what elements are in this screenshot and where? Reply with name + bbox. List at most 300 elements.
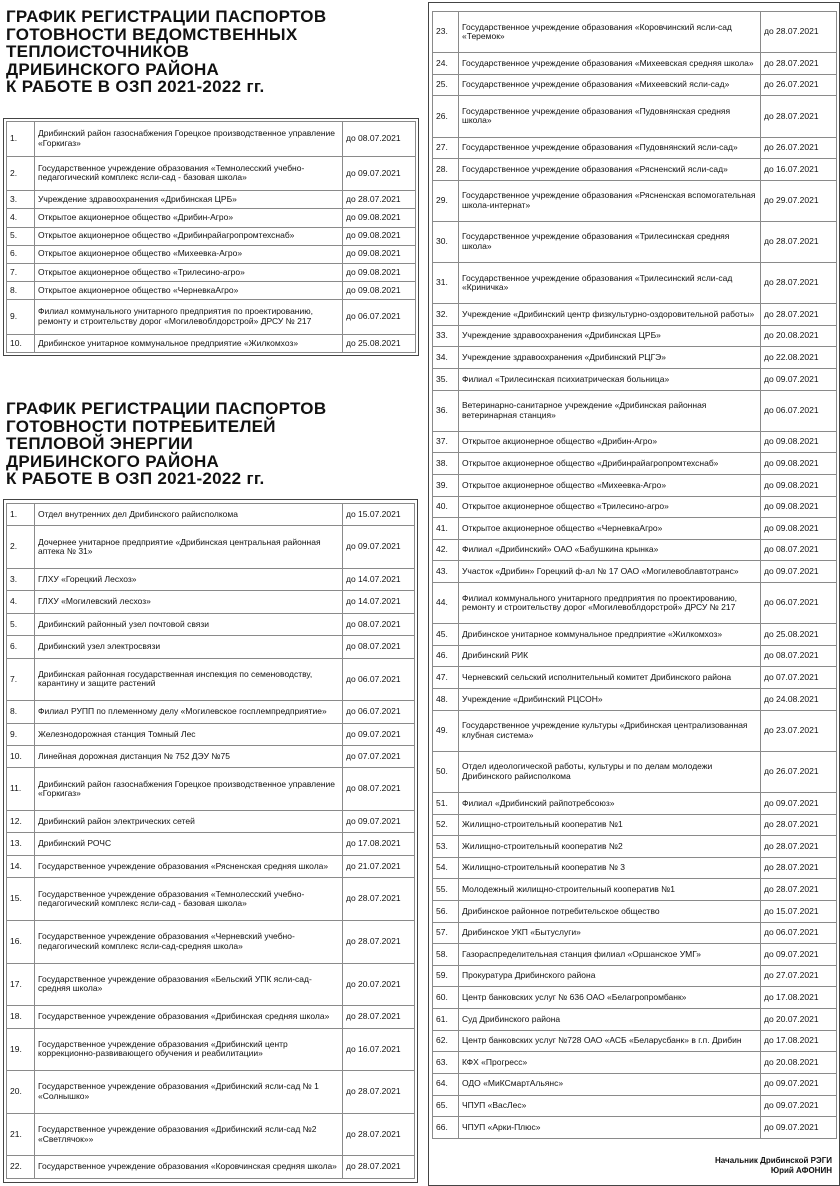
title-heat-sources	[6, 8, 326, 96]
deadline-date: до 08.07.2021	[343, 636, 415, 658]
organization-name: Открытое акционерное общество «ЧерневкаАгро»	[35, 281, 343, 299]
deadline-date: до 07.07.2021	[761, 667, 837, 689]
deadline-date: до 26.07.2021	[761, 74, 837, 96]
table-row	[7, 833, 415, 855]
table-row	[7, 878, 415, 921]
deadline-date: до 20.08.2021	[761, 325, 837, 347]
title-line: ДРИБИНСКОГО РАЙОНА	[6, 451, 220, 471]
deadline-date: до 25.08.2021	[761, 624, 837, 646]
deadline-date: до 28.07.2021	[761, 12, 837, 53]
row-number: 55.	[433, 879, 459, 901]
organization-name: Дрибинский РОЧС	[35, 833, 343, 855]
deadline-date: до 09.08.2021	[343, 263, 416, 281]
table-row	[7, 281, 416, 299]
deadline-date: до 15.07.2021	[343, 504, 415, 526]
table-row	[433, 304, 837, 326]
table-row	[7, 122, 416, 157]
deadline-date: до 24.08.2021	[761, 689, 837, 711]
organization-name: Государственное учреждение образования «Дрибинский ясли-сад № 1 «Солнышко»	[35, 1071, 343, 1114]
table-row	[7, 1006, 415, 1028]
organization-name: Молодежный жилищно-строительный кооператив №1	[459, 879, 761, 901]
row-number: 2.	[7, 156, 35, 191]
title-line: К РАБОТЕ В ОЗП 2021-2022 гг.	[6, 77, 265, 96]
row-number: 42.	[433, 539, 459, 561]
deadline-date: до 09.07.2021	[761, 944, 837, 966]
deadline-date: до 09.07.2021	[343, 723, 415, 745]
deadline-date: до 09.08.2021	[761, 518, 837, 540]
organization-name: Дрибинский узел электросвязи	[35, 636, 343, 658]
organization-name: Государственное учреждение образования «Коровчинская средняя школа»	[35, 1156, 343, 1179]
table-row	[433, 1095, 837, 1117]
table-row	[433, 944, 837, 966]
title-heat-consumers	[6, 400, 326, 488]
table-row	[433, 137, 837, 159]
organization-name: Государственное учреждение образования «Пудовнянская средняя школа»	[459, 96, 761, 137]
table-row	[7, 569, 415, 591]
organization-name: ЧПУП «Арки-Плюс»	[459, 1117, 761, 1139]
row-number: 22.	[7, 1156, 35, 1179]
row-number: 57.	[433, 922, 459, 944]
row-number: 45.	[433, 624, 459, 646]
table-heat-consumers-part2	[432, 11, 837, 1139]
organization-name: Государственное учреждение образования «Михеевский ясли-сад»	[459, 74, 761, 96]
row-number: 48.	[433, 689, 459, 711]
row-number: 52.	[433, 814, 459, 836]
deadline-date: до 27.07.2021	[761, 965, 837, 987]
signature-block	[532, 1156, 832, 1176]
organization-name: Дрибинское районное потребительское общество	[459, 901, 761, 923]
row-number: 1.	[7, 122, 35, 157]
row-number: 33.	[433, 325, 459, 347]
deadline-date: до 09.07.2021	[761, 792, 837, 814]
table-row	[433, 561, 837, 583]
organization-name: КФХ «Прогресс»	[459, 1052, 761, 1074]
row-number: 31.	[433, 263, 459, 304]
row-number: 50.	[433, 751, 459, 792]
deadline-date: до 28.07.2021	[343, 920, 415, 963]
table-row	[433, 221, 837, 262]
organization-name: Государственное учреждение образования «Трилесинская средняя школа»	[459, 221, 761, 262]
organization-name: Открытое акционерное общество «Михеевка-Агро»	[35, 245, 343, 263]
table-row	[433, 1030, 837, 1052]
table-row	[433, 12, 837, 53]
organization-name: Государственное учреждение образования «Темнолесский учебно-педагогический комплекс ясли-сад - базовая школа»	[35, 878, 343, 921]
table-row	[433, 325, 837, 347]
deadline-date: до 09.07.2021	[343, 811, 415, 833]
table-row	[433, 965, 837, 987]
deadline-date: до 17.08.2021	[343, 833, 415, 855]
table-row	[433, 53, 837, 75]
row-number: 24.	[433, 53, 459, 75]
organization-name: Открытое акционерное общество «Михеевка-Агро»	[459, 475, 761, 497]
row-number: 27.	[433, 137, 459, 159]
table-row	[433, 1073, 837, 1095]
organization-name: Жилищно-строительный кооператив №2	[459, 836, 761, 858]
deadline-date: до 17.08.2021	[761, 987, 837, 1009]
table-row	[433, 475, 837, 497]
deadline-date: до 28.07.2021	[343, 1113, 415, 1156]
row-number: 44.	[433, 583, 459, 624]
table-row	[433, 987, 837, 1009]
row-number: 43.	[433, 561, 459, 583]
organization-name: Дрибинский район электрических сетей	[35, 811, 343, 833]
row-number: 8.	[7, 281, 35, 299]
row-number: 10.	[7, 334, 35, 352]
organization-name: Государственное учреждение образования «Рясненский ясли-сад»	[459, 159, 761, 181]
row-number: 46.	[433, 645, 459, 667]
row-number: 51.	[433, 792, 459, 814]
deadline-date: до 28.07.2021	[343, 1006, 415, 1028]
table-row	[7, 636, 415, 658]
row-number: 9.	[7, 723, 35, 745]
organization-name: Суд Дрибинского района	[459, 1009, 761, 1031]
table-row	[433, 1009, 837, 1031]
organization-name: Жилищно-строительный кооператив №1	[459, 814, 761, 836]
row-number: 37.	[433, 431, 459, 453]
table-row	[7, 227, 416, 245]
deadline-date: до 20.07.2021	[761, 1009, 837, 1031]
organization-name: Государственное учреждение образования «Бельский УПК ясли-сад-средняя школа»	[35, 963, 343, 1006]
row-number: 49.	[433, 710, 459, 751]
organization-name: Государственное учреждение образования «Коровчинский ясли-сад «Теремок»	[459, 12, 761, 53]
organization-name: ГЛХУ «Горецкий Лесхоз»	[35, 569, 343, 591]
row-number: 2.	[7, 526, 35, 569]
deadline-date: до 28.07.2021	[761, 857, 837, 879]
deadline-date: до 26.07.2021	[761, 137, 837, 159]
organization-name: Государственное учреждение образования «Темнолесский учебно-педагогический комплекс ясли-сад - базовая школа»	[35, 156, 343, 191]
organization-name: Филиал «Трилесинская психиатрическая больница»	[459, 369, 761, 391]
table-row	[7, 658, 415, 701]
organization-name: Открытое акционерное общество «Трилесино-агро»	[459, 496, 761, 518]
row-number: 17.	[7, 963, 35, 1006]
table-row	[7, 209, 416, 227]
table-heat-sources	[6, 121, 416, 353]
organization-name: Открытое акционерное общество «ЧерневкаАгро»	[459, 518, 761, 540]
table-row	[433, 667, 837, 689]
row-number: 53.	[433, 836, 459, 858]
deadline-date: до 20.08.2021	[761, 1052, 837, 1074]
deadline-date: до 08.07.2021	[343, 122, 416, 157]
row-number: 40.	[433, 496, 459, 518]
title-line: ДРИБИНСКОГО РАЙОНА	[6, 59, 220, 79]
title-line: ГРАФИК РЕГИСТРАЦИИ ПАСПОРТОВ	[6, 7, 327, 26]
row-number: 36.	[433, 390, 459, 431]
deadline-date: до 17.08.2021	[761, 1030, 837, 1052]
deadline-date: до 08.07.2021	[761, 539, 837, 561]
signature-person: Юрий АФОНИН	[770, 1166, 832, 1175]
row-number: 64.	[433, 1073, 459, 1095]
organization-name: Дочернее унитарное предприятие «Дрибинская центральная районная аптека № 31»	[35, 526, 343, 569]
organization-name: ОДО «МиКСмартАльянс»	[459, 1073, 761, 1095]
deadline-date: до 23.07.2021	[761, 710, 837, 751]
table-row	[433, 96, 837, 137]
row-number: 54.	[433, 857, 459, 879]
row-number: 26.	[433, 96, 459, 137]
title-line: ТЕПЛОИСТОЧНИКОВ	[6, 42, 190, 61]
table-row	[7, 591, 415, 613]
organization-name: Центр банковских услуг №728 ОАО «АСБ «Беларусбанк» в г.п. Дрибин	[459, 1030, 761, 1052]
organization-name: Филиал «Дрибинский райпотребсоюз»	[459, 792, 761, 814]
table-row	[7, 723, 415, 745]
row-number: 7.	[7, 263, 35, 281]
row-number: 28.	[433, 159, 459, 181]
row-number: 30.	[433, 221, 459, 262]
organization-name: Открытое акционерное общество «Дрибинрайагропромтехснаб»	[35, 227, 343, 245]
organization-name: Филиал коммунального унитарного предприятия по проектированию, ремонту и строительству дорог «Могилевоблдорстрой» ДРСУ № 217	[459, 583, 761, 624]
table-row	[7, 300, 416, 335]
row-number: 38.	[433, 453, 459, 475]
table-row	[433, 347, 837, 369]
deadline-date: до 09.08.2021	[343, 227, 416, 245]
deadline-date: до 06.07.2021	[343, 658, 415, 701]
organization-name: Государственное учреждение образования «Дрибинская средняя школа»	[35, 1006, 343, 1028]
deadline-date: до 06.07.2021	[761, 922, 837, 944]
row-number: 58.	[433, 944, 459, 966]
row-number: 35.	[433, 369, 459, 391]
row-number: 32.	[433, 304, 459, 326]
table-row	[433, 751, 837, 792]
title-line: ТЕПЛОВОЙ ЭНЕРГИИ	[6, 434, 194, 453]
deadline-date: до 07.07.2021	[343, 746, 415, 768]
table-row	[433, 390, 837, 431]
deadline-date: до 09.07.2021	[761, 1117, 837, 1139]
table-row	[433, 792, 837, 814]
organization-name: Центр банковских услуг № 636 ОАО «Белагропромбанк»	[459, 987, 761, 1009]
deadline-date: до 06.07.2021	[761, 390, 837, 431]
table-row	[7, 263, 416, 281]
organization-name: Филиал «Дрибинский» ОАО «Бабушкина крынка»	[459, 539, 761, 561]
table-row	[433, 689, 837, 711]
row-number: 12.	[7, 811, 35, 833]
table-row	[7, 504, 415, 526]
table-row	[433, 518, 837, 540]
table-row	[7, 526, 415, 569]
row-number: 25.	[433, 74, 459, 96]
row-number: 23.	[433, 12, 459, 53]
deadline-date: до 09.08.2021	[343, 209, 416, 227]
row-number: 66.	[433, 1117, 459, 1139]
row-number: 61.	[433, 1009, 459, 1031]
organization-name: ЧПУП «ВасЛес»	[459, 1095, 761, 1117]
deadline-date: до 08.07.2021	[343, 613, 415, 635]
deadline-date: до 28.07.2021	[761, 879, 837, 901]
table-row	[433, 901, 837, 923]
organization-name: Дрибинский район газоснабжения Горецкое производственное управление «Горкигаз»	[35, 122, 343, 157]
table-row	[7, 746, 415, 768]
organization-name: Открытое акционерное общество «Дрибин-Агро»	[35, 209, 343, 227]
deadline-date: до 09.08.2021	[761, 496, 837, 518]
deadline-date: до 06.07.2021	[343, 701, 415, 723]
deadline-date: до 28.07.2021	[761, 221, 837, 262]
table-row	[433, 539, 837, 561]
row-number: 16.	[7, 920, 35, 963]
table-row	[433, 369, 837, 391]
deadline-date: до 21.07.2021	[343, 855, 415, 877]
deadline-date: до 06.07.2021	[343, 300, 416, 335]
row-number: 41.	[433, 518, 459, 540]
organization-name: Линейная дорожная дистанция № 752 ДЭУ №75	[35, 746, 343, 768]
row-number: 20.	[7, 1071, 35, 1114]
deadline-date: до 08.07.2021	[761, 645, 837, 667]
deadline-date: до 28.07.2021	[761, 836, 837, 858]
deadline-date: до 09.07.2021	[761, 561, 837, 583]
deadline-date: до 26.07.2021	[761, 751, 837, 792]
table-row	[433, 74, 837, 96]
table-row	[7, 1156, 415, 1179]
deadline-date: до 08.07.2021	[343, 768, 415, 811]
organization-name: Черневский сельский исполнительный комитет Дрибинского района	[459, 667, 761, 689]
table-row	[7, 701, 415, 723]
deadline-date: до 09.08.2021	[761, 431, 837, 453]
table-row	[433, 1117, 837, 1139]
deadline-date: до 28.07.2021	[761, 814, 837, 836]
organization-name: Государственное учреждение образования «Рясненская вспомогательная школа-интернат»	[459, 180, 761, 221]
deadline-date: до 09.08.2021	[761, 475, 837, 497]
deadline-date: до 28.07.2021	[761, 304, 837, 326]
table-row	[7, 920, 415, 963]
row-number: 7.	[7, 658, 35, 701]
table-row	[433, 836, 837, 858]
row-number: 6.	[7, 636, 35, 658]
row-number: 3.	[7, 569, 35, 591]
deadline-date: до 28.07.2021	[761, 263, 837, 304]
deadline-date: до 28.07.2021	[343, 191, 416, 209]
organization-name: Открытое акционерное общество «Трилесино-агро»	[35, 263, 343, 281]
table-row	[433, 710, 837, 751]
organization-name: Прокуратура Дрибинского района	[459, 965, 761, 987]
organization-name: Открытое акционерное общество «Дрибин-Агро»	[459, 431, 761, 453]
deadline-date: до 06.07.2021	[761, 583, 837, 624]
table-row	[7, 768, 415, 811]
row-number: 59.	[433, 965, 459, 987]
deadline-date: до 09.08.2021	[761, 453, 837, 475]
row-number: 10.	[7, 746, 35, 768]
signature-position: Начальник Дрибинской РЭГИ	[715, 1156, 832, 1165]
deadline-date: до 14.07.2021	[343, 569, 415, 591]
row-number: 56.	[433, 901, 459, 923]
table-row	[433, 453, 837, 475]
row-number: 15.	[7, 878, 35, 921]
organization-name: Газораспределительная станция филиал «Оршанское УМГ»	[459, 944, 761, 966]
deadline-date: до 16.07.2021	[343, 1028, 415, 1071]
organization-name: Государственное учреждение образования «Рясненская средняя школа»	[35, 855, 343, 877]
table-row	[7, 855, 415, 877]
deadline-date: до 20.07.2021	[343, 963, 415, 1006]
organization-name: Государственное учреждение образования «Трилесинский ясли-сад «Криничка»	[459, 263, 761, 304]
deadline-date: до 29.07.2021	[761, 180, 837, 221]
title-line: ГОТОВНОСТИ ВЕДОМСТВЕННЫХ	[6, 24, 298, 44]
organization-name: Государственное учреждение образования «Пудовнянский ясли-сад»	[459, 137, 761, 159]
table-row	[433, 431, 837, 453]
organization-name: Дрибинская районная государственная инспекция по семеноводству, карантину и защите растений	[35, 658, 343, 701]
table-row	[7, 245, 416, 263]
table-row	[433, 645, 837, 667]
table-row	[433, 583, 837, 624]
table-heat-consumers-part1	[6, 503, 415, 1179]
row-number: 19.	[7, 1028, 35, 1071]
organization-name: Дрибинский район газоснабжения Горецкое производственное управление «Горкигаз»	[35, 768, 343, 811]
organization-name: Отдел внутренних дел Дрибинского райисполкома	[35, 504, 343, 526]
row-number: 47.	[433, 667, 459, 689]
organization-name: ГЛХУ «Могилевский лесхоз»	[35, 591, 343, 613]
row-number: 4.	[7, 209, 35, 227]
organization-name: Ветеринарно-санитарное учреждение «Дрибинская районная ветеринарная станция»	[459, 390, 761, 431]
row-number: 4.	[7, 591, 35, 613]
row-number: 65.	[433, 1095, 459, 1117]
title-line: ГОТОВНОСТИ ПОТРЕБИТЕЛЕЙ	[6, 416, 276, 436]
row-number: 11.	[7, 768, 35, 811]
title-line: К РАБОТЕ В ОЗП 2021-2022 гг.	[6, 469, 265, 488]
table-row	[433, 879, 837, 901]
organization-name: Государственное учреждение образования «Дрибинский центр коррекционно-развивающего обучения и реабилитации»	[35, 1028, 343, 1071]
organization-name: Жилищно-строительный кооператив № 3	[459, 857, 761, 879]
row-number: 14.	[7, 855, 35, 877]
row-number: 62.	[433, 1030, 459, 1052]
row-number: 60.	[433, 987, 459, 1009]
organization-name: Дрибинское унитарное коммунальное предприятие «Жилкомхоз»	[35, 334, 343, 352]
organization-name: Государственное учреждение культуры «Дрибинская централизованная клубная система»	[459, 710, 761, 751]
deadline-date: до 09.07.2021	[761, 369, 837, 391]
table-row	[433, 180, 837, 221]
organization-name: Государственное учреждение образования «Черневский учебно-педагогический комплекс ясли-сад-средняя школа»	[35, 920, 343, 963]
table-row	[433, 624, 837, 646]
deadline-date: до 28.07.2021	[761, 96, 837, 137]
row-number: 34.	[433, 347, 459, 369]
organization-name: Дрибинское унитарное коммунальное предприятие «Жилкомхоз»	[459, 624, 761, 646]
row-number: 3.	[7, 191, 35, 209]
organization-name: Дрибинский РИК	[459, 645, 761, 667]
table-row	[7, 963, 415, 1006]
organization-name: Учреждение «Дрибинский РЦСОН»	[459, 689, 761, 711]
deadline-date: до 09.08.2021	[343, 245, 416, 263]
table-row	[7, 1071, 415, 1114]
deadline-date: до 22.08.2021	[761, 347, 837, 369]
organization-name: Учреждение здравоохранения «Дрибинская ЦРБ»	[35, 191, 343, 209]
organization-name: Дрибинский районный узел почтовой связи	[35, 613, 343, 635]
row-number: 13.	[7, 833, 35, 855]
deadline-date: до 09.08.2021	[343, 281, 416, 299]
table-row	[7, 1113, 415, 1156]
table-row	[7, 811, 415, 833]
row-number: 63.	[433, 1052, 459, 1074]
table-row	[433, 922, 837, 944]
organization-name: Филиал коммунального унитарного предприятия по проектированию, ремонту и строительству дорог «Могилевоблдорстрой» ДРСУ № 217	[35, 300, 343, 335]
organization-name: Государственное учреждение образования «Дрибинский ясли-сад №2 «Светлячок»»	[35, 1113, 343, 1156]
deadline-date: до 09.07.2021	[761, 1073, 837, 1095]
deadline-date: до 25.08.2021	[343, 334, 416, 352]
table-row	[7, 191, 416, 209]
deadline-date: до 09.07.2021	[343, 526, 415, 569]
row-number: 29.	[433, 180, 459, 221]
table-row	[433, 496, 837, 518]
table-row	[433, 1052, 837, 1074]
row-number: 18.	[7, 1006, 35, 1028]
organization-name: Открытое акционерное общество «Дрибинрайагропромтехснаб»	[459, 453, 761, 475]
table-row	[7, 1028, 415, 1071]
row-number: 21.	[7, 1113, 35, 1156]
organization-name: Учреждение здравоохранения «Дрибинская ЦРБ»	[459, 325, 761, 347]
organization-name: Филиал РУПП по племенному делу «Могилевское госплемпредприятие»	[35, 701, 343, 723]
table-row	[7, 613, 415, 635]
deadline-date: до 09.07.2021	[343, 156, 416, 191]
deadline-date: до 28.07.2021	[343, 1071, 415, 1114]
deadline-date: до 09.07.2021	[761, 1095, 837, 1117]
table-row	[7, 156, 416, 191]
organization-name: Железнодорожная станция Томный Лес	[35, 723, 343, 745]
organization-name: Участок «Дрибин» Горецкий ф-ал № 17 ОАО «Могилевоблавтотранс»	[459, 561, 761, 583]
deadline-date: до 14.07.2021	[343, 591, 415, 613]
table-row	[7, 334, 416, 352]
